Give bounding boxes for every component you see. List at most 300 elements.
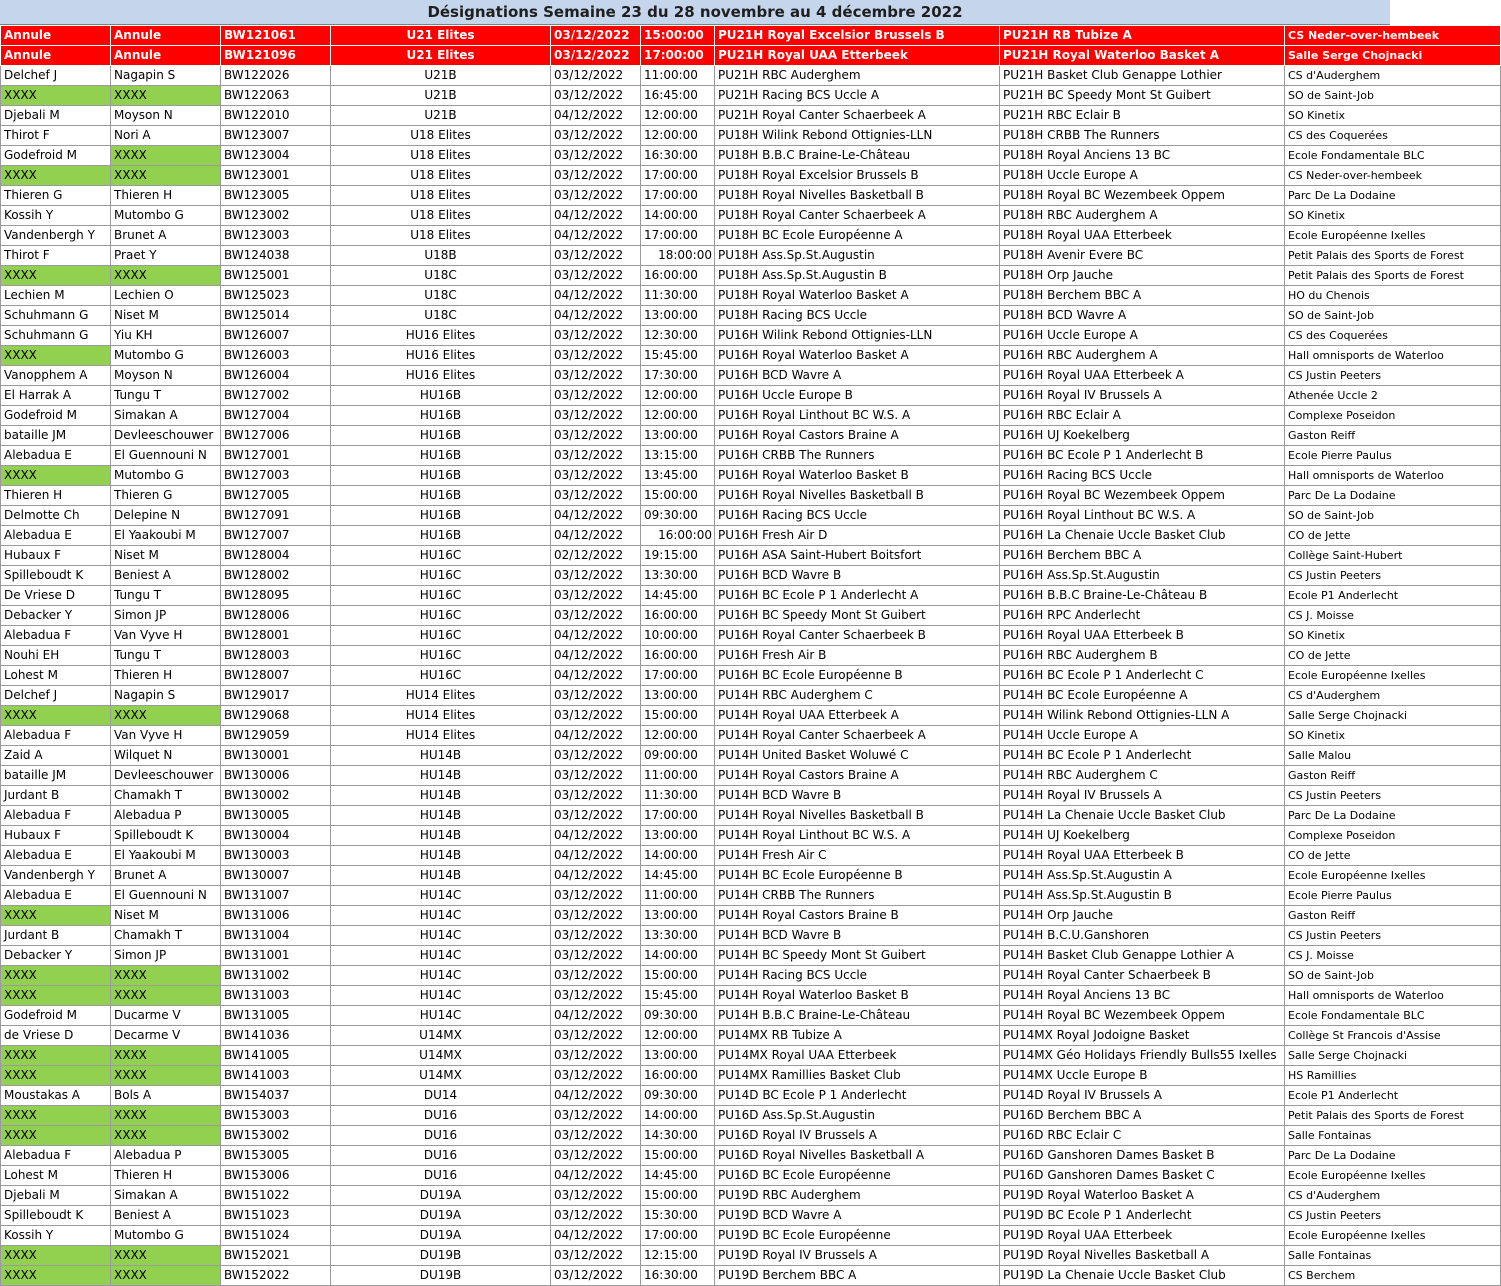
away-team-cell[interactable]: PU21H RB Tubize A xyxy=(1000,26,1285,46)
category-cell[interactable]: HU16C xyxy=(331,606,551,626)
referee-1-cell[interactable]: Djebali M xyxy=(1,106,111,126)
time-cell[interactable]: 12:00:00 xyxy=(641,726,715,746)
referee-1-cell[interactable]: bataille JM xyxy=(1,766,111,786)
away-team-cell[interactable]: PU16D Ganshoren Dames Basket C xyxy=(1000,1166,1285,1186)
home-team-cell[interactable]: PU21H RBC Auderghem xyxy=(715,66,1000,86)
match-code-cell[interactable]: BW127002 xyxy=(221,386,331,406)
referee-1-cell[interactable]: XXXX xyxy=(1,1246,111,1266)
date-cell[interactable]: 03/12/2022 xyxy=(551,1106,641,1126)
date-cell[interactable]: 03/12/2022 xyxy=(551,386,641,406)
home-team-cell[interactable]: PU16H Royal Castors Braine A xyxy=(715,426,1000,446)
referee-2-cell[interactable]: Niset M xyxy=(111,306,221,326)
category-cell[interactable]: HU14 Elites xyxy=(331,726,551,746)
referee-1-cell[interactable]: Jurdant B xyxy=(1,926,111,946)
category-cell[interactable]: HU14B xyxy=(331,866,551,886)
venue-cell[interactable]: CS Neder-over-hembeek xyxy=(1285,26,1501,46)
home-team-cell[interactable]: PU21H Racing BCS Uccle A xyxy=(715,86,1000,106)
referee-1-cell[interactable]: Hubaux F xyxy=(1,546,111,566)
date-cell[interactable]: 04/12/2022 xyxy=(551,106,641,126)
referee-1-cell[interactable]: Vanopphem A xyxy=(1,366,111,386)
home-team-cell[interactable]: PU16H Uccle Europe B xyxy=(715,386,1000,406)
match-code-cell[interactable]: BW153005 xyxy=(221,1146,331,1166)
category-cell[interactable]: HU16B xyxy=(331,526,551,546)
date-cell[interactable]: 03/12/2022 xyxy=(551,566,641,586)
match-code-cell[interactable]: BW127003 xyxy=(221,466,331,486)
time-cell[interactable]: 17:00:00 xyxy=(641,1226,715,1246)
venue-cell[interactable]: Ecole P1 Anderlecht xyxy=(1285,586,1501,606)
referee-1-cell[interactable]: Lechien M xyxy=(1,286,111,306)
time-cell[interactable]: 16:00:00 xyxy=(641,526,715,546)
date-cell[interactable]: 04/12/2022 xyxy=(551,666,641,686)
match-code-cell[interactable]: BW128001 xyxy=(221,626,331,646)
time-cell[interactable]: 13:30:00 xyxy=(641,926,715,946)
category-cell[interactable]: HU14B xyxy=(331,786,551,806)
referee-1-cell[interactable]: Lohest M xyxy=(1,1166,111,1186)
time-cell[interactable]: 14:00:00 xyxy=(641,206,715,226)
away-team-cell[interactable]: PU16H Royal IV Brussels A xyxy=(1000,386,1285,406)
time-cell[interactable]: 15:00:00 xyxy=(641,966,715,986)
home-team-cell[interactable]: PU14H United Basket Woluwé C xyxy=(715,746,1000,766)
venue-cell[interactable]: Athenée Uccle 2 xyxy=(1285,386,1501,406)
home-team-cell[interactable]: PU14H BC Speedy Mont St Guibert xyxy=(715,946,1000,966)
match-code-cell[interactable]: BW127005 xyxy=(221,486,331,506)
category-cell[interactable]: U14MX xyxy=(331,1046,551,1066)
referee-1-cell[interactable]: Debacker Y xyxy=(1,606,111,626)
home-team-cell[interactable]: PU14H Royal Linthout BC W.S. A xyxy=(715,826,1000,846)
away-team-cell[interactable]: PU16H RBC Eclair A xyxy=(1000,406,1285,426)
home-team-cell[interactable]: PU16D Royal IV Brussels A xyxy=(715,1126,1000,1146)
time-cell[interactable]: 13:00:00 xyxy=(641,826,715,846)
time-cell[interactable]: 11:00:00 xyxy=(641,886,715,906)
referee-1-cell[interactable]: Thieren G xyxy=(1,186,111,206)
time-cell[interactable]: 10:00:00 xyxy=(641,626,715,646)
category-cell[interactable]: DU19B xyxy=(331,1266,551,1286)
category-cell[interactable]: U18C xyxy=(331,266,551,286)
date-cell[interactable]: 03/12/2022 xyxy=(551,366,641,386)
referee-2-cell[interactable]: Chamakh T xyxy=(111,926,221,946)
match-code-cell[interactable]: BW125014 xyxy=(221,306,331,326)
match-code-cell[interactable]: BW153003 xyxy=(221,1106,331,1126)
referee-1-cell[interactable]: XXXX xyxy=(1,266,111,286)
category-cell[interactable]: HU14B xyxy=(331,766,551,786)
referee-2-cell[interactable]: Alebadua P xyxy=(111,1146,221,1166)
referee-2-cell[interactable]: Van Vyve H xyxy=(111,726,221,746)
referee-2-cell[interactable]: El Yaakoubi M xyxy=(111,526,221,546)
category-cell[interactable]: HU14B xyxy=(331,826,551,846)
time-cell[interactable]: 15:45:00 xyxy=(641,346,715,366)
match-code-cell[interactable]: BW141036 xyxy=(221,1026,331,1046)
home-team-cell[interactable]: PU14H Royal UAA Etterbeek A xyxy=(715,706,1000,726)
match-code-cell[interactable]: BW123007 xyxy=(221,126,331,146)
venue-cell[interactable]: CS J. Moisse xyxy=(1285,946,1501,966)
away-team-cell[interactable]: PU18H BCD Wavre A xyxy=(1000,306,1285,326)
home-team-cell[interactable]: PU14MX RB Tubize A xyxy=(715,1026,1000,1046)
home-team-cell[interactable]: PU14H Royal Nivelles Basketball B xyxy=(715,806,1000,826)
venue-cell[interactable]: Parc De La Dodaine xyxy=(1285,806,1501,826)
referee-2-cell[interactable]: XXXX xyxy=(111,1066,221,1086)
referee-2-cell[interactable]: Brunet A xyxy=(111,866,221,886)
away-team-cell[interactable]: PU14H BC Ecole P 1 Anderlecht xyxy=(1000,746,1285,766)
away-team-cell[interactable]: PU18H Uccle Europe A xyxy=(1000,166,1285,186)
venue-cell[interactable]: Petit Palais des Sports de Forest xyxy=(1285,266,1501,286)
referee-2-cell[interactable]: Beniest A xyxy=(111,1206,221,1226)
date-cell[interactable]: 04/12/2022 xyxy=(551,1006,641,1026)
referee-1-cell[interactable]: De Vriese D xyxy=(1,586,111,606)
venue-cell[interactable]: Salle Fontainas xyxy=(1285,1126,1501,1146)
home-team-cell[interactable]: PU19D BC Ecole Européenne xyxy=(715,1226,1000,1246)
venue-cell[interactable]: Salle Serge Chojnacki xyxy=(1285,706,1501,726)
venue-cell[interactable]: SO Kinetix xyxy=(1285,206,1501,226)
category-cell[interactable]: DU16 xyxy=(331,1166,551,1186)
away-team-cell[interactable]: PU14MX Uccle Europe B xyxy=(1000,1066,1285,1086)
match-code-cell[interactable]: BW131004 xyxy=(221,926,331,946)
match-code-cell[interactable]: BW131002 xyxy=(221,966,331,986)
home-team-cell[interactable]: PU14H Royal Waterloo Basket B xyxy=(715,986,1000,1006)
category-cell[interactable]: HU14B xyxy=(331,746,551,766)
category-cell[interactable]: DU19B xyxy=(331,1246,551,1266)
time-cell[interactable]: 15:00:00 xyxy=(641,26,715,46)
referee-2-cell[interactable]: Nagapin S xyxy=(111,66,221,86)
date-cell[interactable]: 03/12/2022 xyxy=(551,1026,641,1046)
away-team-cell[interactable]: PU21H Basket Club Genappe Lothier xyxy=(1000,66,1285,86)
category-cell[interactable]: U14MX xyxy=(331,1026,551,1046)
venue-cell[interactable]: Petit Palais des Sports de Forest xyxy=(1285,246,1501,266)
date-cell[interactable]: 03/12/2022 xyxy=(551,446,641,466)
referee-1-cell[interactable]: El Harrak A xyxy=(1,386,111,406)
venue-cell[interactable]: Collège St Francois d'Assise xyxy=(1285,1026,1501,1046)
time-cell[interactable]: 09:00:00 xyxy=(641,746,715,766)
match-code-cell[interactable]: BW152022 xyxy=(221,1266,331,1286)
venue-cell[interactable]: CS d'Auderghem xyxy=(1285,686,1501,706)
home-team-cell[interactable]: PU18H BC Ecole Européenne A xyxy=(715,226,1000,246)
away-team-cell[interactable]: PU16H Royal Linthout BC W.S. A xyxy=(1000,506,1285,526)
time-cell[interactable]: 17:00:00 xyxy=(641,186,715,206)
home-team-cell[interactable]: PU16H BC Ecole P 1 Anderlecht A xyxy=(715,586,1000,606)
referee-2-cell[interactable]: XXXX xyxy=(111,146,221,166)
referee-2-cell[interactable]: XXXX xyxy=(111,986,221,1006)
away-team-cell[interactable]: PU19D Royal Waterloo Basket A xyxy=(1000,1186,1285,1206)
date-cell[interactable]: 04/12/2022 xyxy=(551,1226,641,1246)
date-cell[interactable]: 04/12/2022 xyxy=(551,286,641,306)
time-cell[interactable]: 14:00:00 xyxy=(641,1106,715,1126)
referee-1-cell[interactable]: Hubaux F xyxy=(1,826,111,846)
category-cell[interactable]: U18 Elites xyxy=(331,166,551,186)
home-team-cell[interactable]: PU14H CRBB The Runners xyxy=(715,886,1000,906)
category-cell[interactable]: HU16C xyxy=(331,546,551,566)
referee-2-cell[interactable]: Beniest A xyxy=(111,566,221,586)
date-cell[interactable]: 03/12/2022 xyxy=(551,246,641,266)
time-cell[interactable]: 12:00:00 xyxy=(641,1026,715,1046)
time-cell[interactable]: 13:00:00 xyxy=(641,906,715,926)
date-cell[interactable]: 04/12/2022 xyxy=(551,866,641,886)
match-code-cell[interactable]: BW128007 xyxy=(221,666,331,686)
match-code-cell[interactable]: BW141005 xyxy=(221,1046,331,1066)
venue-cell[interactable]: Collège Saint-Hubert xyxy=(1285,546,1501,566)
date-cell[interactable]: 04/12/2022 xyxy=(551,1166,641,1186)
away-team-cell[interactable]: PU19D La Chenaie Uccle Basket Club xyxy=(1000,1266,1285,1286)
match-code-cell[interactable]: BW122026 xyxy=(221,66,331,86)
time-cell[interactable]: 11:30:00 xyxy=(641,786,715,806)
venue-cell[interactable]: Ecole Fondamentale BLC xyxy=(1285,1006,1501,1026)
date-cell[interactable]: 03/12/2022 xyxy=(551,706,641,726)
venue-cell[interactable]: Parc De La Dodaine xyxy=(1285,186,1501,206)
home-team-cell[interactable]: PU21H Royal Canter Schaerbeek A xyxy=(715,106,1000,126)
referee-1-cell[interactable]: Schuhmann G xyxy=(1,306,111,326)
time-cell[interactable]: 13:00:00 xyxy=(641,1046,715,1066)
venue-cell[interactable]: CS Justin Peeters xyxy=(1285,1206,1501,1226)
time-cell[interactable]: 16:00:00 xyxy=(641,606,715,626)
date-cell[interactable]: 03/12/2022 xyxy=(551,1126,641,1146)
match-code-cell[interactable]: BW153002 xyxy=(221,1126,331,1146)
time-cell[interactable]: 15:00:00 xyxy=(641,486,715,506)
referee-1-cell[interactable]: Alebadua E xyxy=(1,446,111,466)
referee-2-cell[interactable]: Praet Y xyxy=(111,246,221,266)
venue-cell[interactable]: CS Neder-over-hembeek xyxy=(1285,166,1501,186)
referee-1-cell[interactable]: Alebadua E xyxy=(1,846,111,866)
away-team-cell[interactable]: PU16H Racing BCS Uccle xyxy=(1000,466,1285,486)
away-team-cell[interactable]: PU14H Basket Club Genappe Lothier A xyxy=(1000,946,1285,966)
time-cell[interactable]: 14:45:00 xyxy=(641,1166,715,1186)
match-code-cell[interactable]: BW123005 xyxy=(221,186,331,206)
referee-1-cell[interactable]: XXXX xyxy=(1,986,111,1006)
home-team-cell[interactable]: PU16D BC Ecole Européenne xyxy=(715,1166,1000,1186)
match-code-cell[interactable]: BW127001 xyxy=(221,446,331,466)
category-cell[interactable]: U21 Elites xyxy=(331,26,551,46)
time-cell[interactable]: 12:00:00 xyxy=(641,406,715,426)
referee-1-cell[interactable]: Alebadua F xyxy=(1,626,111,646)
away-team-cell[interactable]: PU16H Berchem BBC A xyxy=(1000,546,1285,566)
time-cell[interactable]: 12:00:00 xyxy=(641,126,715,146)
away-team-cell[interactable]: PU14H Ass.Sp.St.Augustin A xyxy=(1000,866,1285,886)
away-team-cell[interactable]: PU14H Uccle Europe A xyxy=(1000,726,1285,746)
home-team-cell[interactable]: PU14H Royal Canter Schaerbeek A xyxy=(715,726,1000,746)
referee-1-cell[interactable]: XXXX xyxy=(1,966,111,986)
date-cell[interactable]: 03/12/2022 xyxy=(551,266,641,286)
away-team-cell[interactable]: PU21H RBC Eclair B xyxy=(1000,106,1285,126)
match-code-cell[interactable]: BW128006 xyxy=(221,606,331,626)
referee-1-cell[interactable]: XXXX xyxy=(1,1066,111,1086)
venue-cell[interactable]: Ecole Européenne Ixelles xyxy=(1285,866,1501,886)
referee-1-cell[interactable]: de Vriese D xyxy=(1,1026,111,1046)
home-team-cell[interactable]: PU19D BCD Wavre A xyxy=(715,1206,1000,1226)
referee-2-cell[interactable]: Thieren H xyxy=(111,666,221,686)
referee-1-cell[interactable]: Godefroid M xyxy=(1,146,111,166)
home-team-cell[interactable]: PU19D Berchem BBC A xyxy=(715,1266,1000,1286)
referee-1-cell[interactable]: XXXX xyxy=(1,1266,111,1286)
venue-cell[interactable]: CS J. Moisse xyxy=(1285,606,1501,626)
time-cell[interactable]: 13:30:00 xyxy=(641,566,715,586)
venue-cell[interactable]: CS des Coquerées xyxy=(1285,126,1501,146)
match-code-cell[interactable]: BW130007 xyxy=(221,866,331,886)
referee-2-cell[interactable]: Thieren H xyxy=(111,186,221,206)
away-team-cell[interactable]: PU14H B.C.U.Ganshoren xyxy=(1000,926,1285,946)
category-cell[interactable]: HU16B xyxy=(331,506,551,526)
date-cell[interactable]: 03/12/2022 xyxy=(551,146,641,166)
category-cell[interactable]: U18B xyxy=(331,246,551,266)
date-cell[interactable]: 04/12/2022 xyxy=(551,726,641,746)
venue-cell[interactable]: SO de Saint-Job xyxy=(1285,966,1501,986)
date-cell[interactable]: 04/12/2022 xyxy=(551,526,641,546)
referee-2-cell[interactable]: Niset M xyxy=(111,906,221,926)
referee-2-cell[interactable]: Mutombo G xyxy=(111,206,221,226)
venue-cell[interactable]: Ecole Européenne Ixelles xyxy=(1285,226,1501,246)
date-cell[interactable]: 03/12/2022 xyxy=(551,86,641,106)
date-cell[interactable]: 04/12/2022 xyxy=(551,846,641,866)
date-cell[interactable]: 03/12/2022 xyxy=(551,1066,641,1086)
time-cell[interactable]: 12:00:00 xyxy=(641,106,715,126)
category-cell[interactable]: HU14C xyxy=(331,1006,551,1026)
venue-cell[interactable]: SO de Saint-Job xyxy=(1285,306,1501,326)
category-cell[interactable]: HU16 Elites xyxy=(331,326,551,346)
away-team-cell[interactable]: PU16H Ass.Sp.St.Augustin xyxy=(1000,566,1285,586)
venue-cell[interactable]: Ecole Fondamentale BLC xyxy=(1285,146,1501,166)
referee-1-cell[interactable]: XXXX xyxy=(1,1106,111,1126)
match-code-cell[interactable]: BW126007 xyxy=(221,326,331,346)
away-team-cell[interactable]: PU18H CRBB The Runners xyxy=(1000,126,1285,146)
referee-1-cell[interactable]: Nouhi EH xyxy=(1,646,111,666)
category-cell[interactable]: DU14 xyxy=(331,1086,551,1106)
referee-2-cell[interactable]: XXXX xyxy=(111,1266,221,1286)
venue-cell[interactable]: CS Justin Peeters xyxy=(1285,366,1501,386)
referee-2-cell[interactable]: Annule xyxy=(111,26,221,46)
away-team-cell[interactable]: PU18H Avenir Evere BC xyxy=(1000,246,1285,266)
away-team-cell[interactable]: PU14H Royal UAA Etterbeek B xyxy=(1000,846,1285,866)
home-team-cell[interactable]: PU16H Royal Canter Schaerbeek B xyxy=(715,626,1000,646)
date-cell[interactable]: 04/12/2022 xyxy=(551,626,641,646)
category-cell[interactable]: HU14B xyxy=(331,846,551,866)
category-cell[interactable]: U18 Elites xyxy=(331,146,551,166)
date-cell[interactable]: 03/12/2022 xyxy=(551,26,641,46)
home-team-cell[interactable]: PU14H BC Ecole Européenne B xyxy=(715,866,1000,886)
away-team-cell[interactable]: PU14H Royal IV Brussels A xyxy=(1000,786,1285,806)
referee-1-cell[interactable]: Alebadua E xyxy=(1,526,111,546)
match-code-cell[interactable]: BW130005 xyxy=(221,806,331,826)
away-team-cell[interactable]: PU16H Royal BC Wezembeek Oppem xyxy=(1000,486,1285,506)
venue-cell[interactable]: SO Kinetix xyxy=(1285,726,1501,746)
venue-cell[interactable]: Ecole Européenne Ixelles xyxy=(1285,1166,1501,1186)
home-team-cell[interactable]: PU16H CRBB The Runners xyxy=(715,446,1000,466)
category-cell[interactable]: DU16 xyxy=(331,1126,551,1146)
match-code-cell[interactable]: BW131006 xyxy=(221,906,331,926)
match-code-cell[interactable]: BW131001 xyxy=(221,946,331,966)
venue-cell[interactable]: Gaston Reiff xyxy=(1285,426,1501,446)
venue-cell[interactable]: Petit Palais des Sports de Forest xyxy=(1285,1106,1501,1126)
away-team-cell[interactable]: PU14H Ass.Sp.St.Augustin B xyxy=(1000,886,1285,906)
date-cell[interactable]: 03/12/2022 xyxy=(551,486,641,506)
category-cell[interactable]: HU16B xyxy=(331,486,551,506)
match-code-cell[interactable]: BW130006 xyxy=(221,766,331,786)
away-team-cell[interactable]: PU21H Royal Waterloo Basket A xyxy=(1000,46,1285,66)
match-code-cell[interactable]: BW127091 xyxy=(221,506,331,526)
referee-2-cell[interactable]: Thieren G xyxy=(111,486,221,506)
venue-cell[interactable]: Parc De La Dodaine xyxy=(1285,486,1501,506)
referee-2-cell[interactable]: XXXX xyxy=(111,166,221,186)
category-cell[interactable]: HU16C xyxy=(331,566,551,586)
date-cell[interactable]: 03/12/2022 xyxy=(551,46,641,66)
match-code-cell[interactable]: BW128004 xyxy=(221,546,331,566)
referee-1-cell[interactable]: Kossih Y xyxy=(1,206,111,226)
referee-2-cell[interactable]: XXXX xyxy=(111,1126,221,1146)
date-cell[interactable]: 03/12/2022 xyxy=(551,786,641,806)
category-cell[interactable]: U18C xyxy=(331,306,551,326)
referee-2-cell[interactable]: El Guennouni N xyxy=(111,886,221,906)
venue-cell[interactable]: SO Kinetix xyxy=(1285,626,1501,646)
match-code-cell[interactable]: BW130003 xyxy=(221,846,331,866)
home-team-cell[interactable]: PU14H B.B.C Braine-Le-Château xyxy=(715,1006,1000,1026)
date-cell[interactable]: 04/12/2022 xyxy=(551,306,641,326)
venue-cell[interactable]: CS d'Auderghem xyxy=(1285,1186,1501,1206)
category-cell[interactable]: HU14 Elites xyxy=(331,686,551,706)
date-cell[interactable]: 04/12/2022 xyxy=(551,506,641,526)
referee-2-cell[interactable]: XXXX xyxy=(111,1246,221,1266)
venue-cell[interactable]: CS Berchem xyxy=(1285,1266,1501,1286)
away-team-cell[interactable]: PU14H BC Ecole Européenne A xyxy=(1000,686,1285,706)
match-code-cell[interactable]: BW122010 xyxy=(221,106,331,126)
date-cell[interactable]: 03/12/2022 xyxy=(551,166,641,186)
time-cell[interactable]: 17:00:00 xyxy=(641,226,715,246)
home-team-cell[interactable]: PU14H RBC Auderghem C xyxy=(715,686,1000,706)
away-team-cell[interactable]: PU19D Royal Nivelles Basketball A xyxy=(1000,1246,1285,1266)
venue-cell[interactable]: Ecole P1 Anderlecht xyxy=(1285,1086,1501,1106)
date-cell[interactable]: 03/12/2022 xyxy=(551,886,641,906)
away-team-cell[interactable]: PU16D Berchem BBC A xyxy=(1000,1106,1285,1126)
date-cell[interactable]: 03/12/2022 xyxy=(551,1246,641,1266)
away-team-cell[interactable]: PU16H RBC Auderghem B xyxy=(1000,646,1285,666)
home-team-cell[interactable]: PU18H Racing BCS Uccle xyxy=(715,306,1000,326)
referee-2-cell[interactable]: Decarme V xyxy=(111,1026,221,1046)
referee-2-cell[interactable]: Van Vyve H xyxy=(111,626,221,646)
away-team-cell[interactable]: PU19D BC Ecole P 1 Anderlecht xyxy=(1000,1206,1285,1226)
match-code-cell[interactable]: BW131007 xyxy=(221,886,331,906)
home-team-cell[interactable]: PU21H Royal Excelsior Brussels B xyxy=(715,26,1000,46)
referee-1-cell[interactable]: Spilleboudt K xyxy=(1,1206,111,1226)
away-team-cell[interactable]: PU16H Uccle Europe A xyxy=(1000,326,1285,346)
venue-cell[interactable]: CO de Jette xyxy=(1285,646,1501,666)
date-cell[interactable]: 03/12/2022 xyxy=(551,1046,641,1066)
category-cell[interactable]: DU16 xyxy=(331,1106,551,1126)
time-cell[interactable]: 13:00:00 xyxy=(641,306,715,326)
referee-1-cell[interactable]: Jurdant B xyxy=(1,786,111,806)
referee-1-cell[interactable]: Alebadua E xyxy=(1,886,111,906)
referee-1-cell[interactable]: Delchef J xyxy=(1,66,111,86)
match-code-cell[interactable]: BW123004 xyxy=(221,146,331,166)
away-team-cell[interactable]: PU14D Royal IV Brussels A xyxy=(1000,1086,1285,1106)
referee-1-cell[interactable]: XXXX xyxy=(1,706,111,726)
category-cell[interactable]: HU14C xyxy=(331,986,551,1006)
referee-1-cell[interactable]: Thirot F xyxy=(1,246,111,266)
time-cell[interactable]: 11:00:00 xyxy=(641,66,715,86)
home-team-cell[interactable]: PU21H Royal UAA Etterbeek xyxy=(715,46,1000,66)
away-team-cell[interactable]: PU18H RBC Auderghem A xyxy=(1000,206,1285,226)
away-team-cell[interactable]: PU14H Royal Anciens 13 BC xyxy=(1000,986,1285,1006)
category-cell[interactable]: HU16B xyxy=(331,386,551,406)
home-team-cell[interactable]: PU14H Royal Castors Braine A xyxy=(715,766,1000,786)
date-cell[interactable]: 03/12/2022 xyxy=(551,746,641,766)
category-cell[interactable]: U21B xyxy=(331,106,551,126)
match-code-cell[interactable]: BW151022 xyxy=(221,1186,331,1206)
time-cell[interactable]: 17:00:00 xyxy=(641,46,715,66)
away-team-cell[interactable]: PU14H Royal Canter Schaerbeek B xyxy=(1000,966,1285,986)
referee-1-cell[interactable]: Alebadua F xyxy=(1,726,111,746)
referee-2-cell[interactable]: Delepine N xyxy=(111,506,221,526)
referee-2-cell[interactable]: XXXX xyxy=(111,1046,221,1066)
home-team-cell[interactable]: PU16D Royal Nivelles Basketball A xyxy=(715,1146,1000,1166)
time-cell[interactable]: 15:00:00 xyxy=(641,706,715,726)
home-team-cell[interactable]: PU16H BCD Wavre B xyxy=(715,566,1000,586)
home-team-cell[interactable]: PU16H Royal Linthout BC W.S. A xyxy=(715,406,1000,426)
match-code-cell[interactable]: BW130004 xyxy=(221,826,331,846)
referee-2-cell[interactable]: XXXX xyxy=(111,86,221,106)
